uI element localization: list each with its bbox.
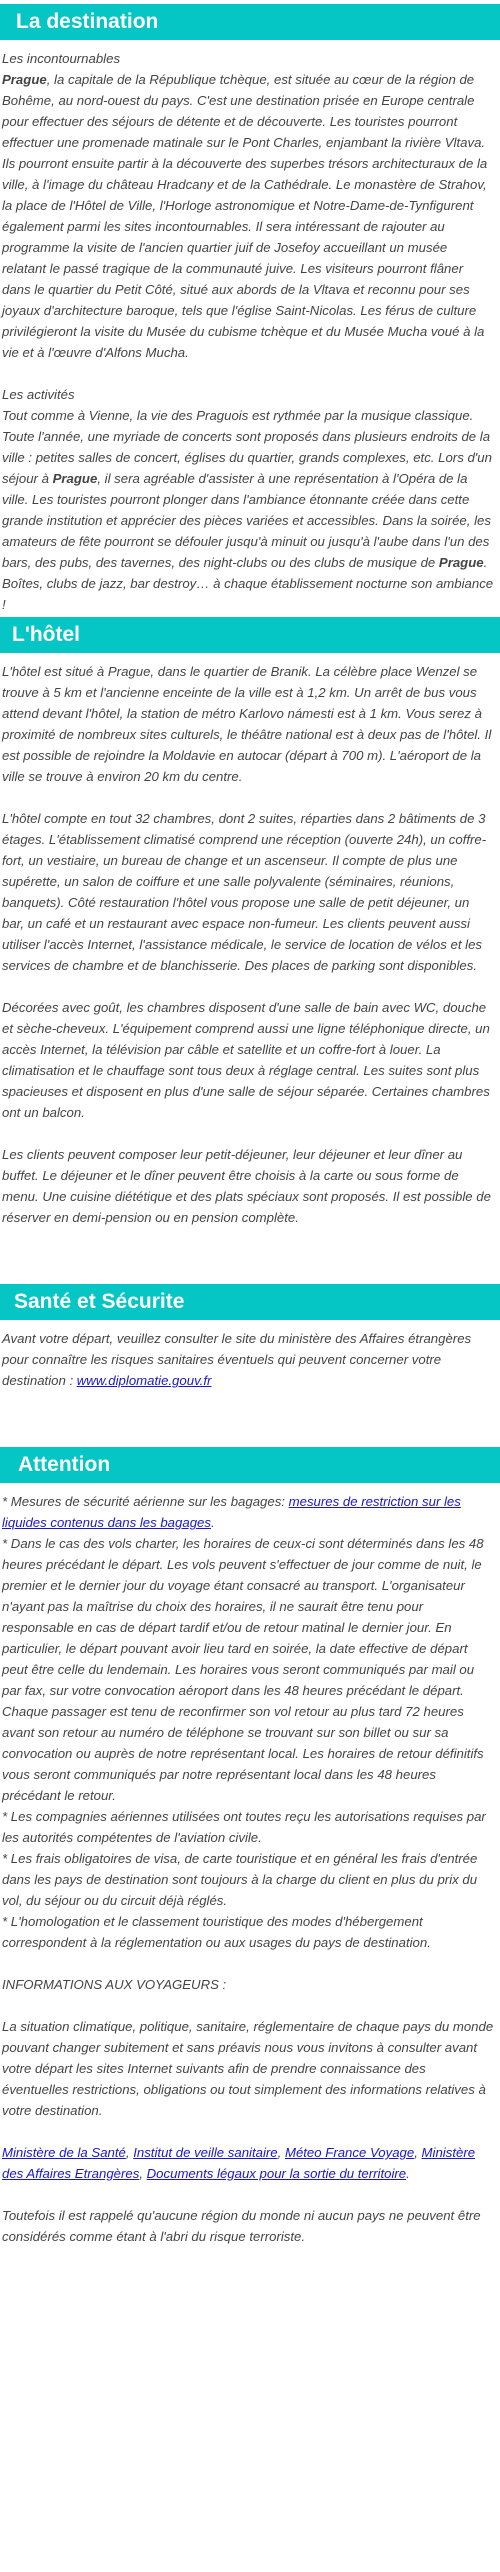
info-voyageurs-heading: INFORMATIONS AUX VOYAGEURS :: [2, 1977, 227, 1992]
section-destination: [0, 4, 500, 615]
incontournables-heading: Les incontournables: [2, 51, 121, 66]
hotel-heading: L'hôtel: [0, 617, 500, 653]
documents-legaux-link[interactable]: Documents légaux pour la sortie du territoire: [146, 2166, 407, 2181]
link-separator: ,: [414, 2145, 422, 2160]
hotel-meals-text: Les clients peuvent composer leur petit-déjeuner, leur déjeuner et leur dîner au buffet. Le déjeuner et le dîner peuvent être choisis à la carte ou sous forme de menu. Une cuisine diététique et des plats spéciaux sont proposés. Il est possible de réserver en demi-pension ou en pension complète.: [2, 1147, 491, 1225]
visa-fees-item: * Les frais obligatoires de visa, de carte touristique et en général les frais d'entrée dans les pays de destination sont toujours à la charge du client en plus du prix du vol, du séjour ou du circuit déjà réglés.: [2, 1851, 478, 1908]
hotel-rooms-text: Décorées avec goût, les chambres disposent d'une salle de bain avec WC, douche et sèche-cheveux. L'équipement comprend aussi une ligne téléphonique directe, un accès Internet, la télévision par câble et satellite et un coffre-fort à louer. La climatisation et le chauffage sont tous deux à réglage central. Les suites sont plus spacieuses et disposent en plus d'une salle de séjour séparée. Certaines chambres ont un balcon.: [2, 1000, 490, 1120]
activites-body-3: . Boîtes, clubs de jazz, bar destroy… à chaque établissement nocturne son ambiance !: [2, 555, 494, 612]
sante-text: [0, 1328, 500, 1391]
hotel-location-text: L'hôtel est situé à Prague, dans le quartier de Branik. La célèbre place Wenzel se trouve à 5 km et l'ancienne enceinte de la ville est à 1,2 km. Un arrêt de bus vous attend devant l'hôtel, la station de métro Karlovo námesti est à 1 km. Vous serez à proximité de nombreux sites culturels, le théâtre national est à deux pas de l'hôtel. Il est possible de rejoindre la Moldavie en autocar (départ à 700 m). L'aéroport de la ville se trouve à environ 20 km du centre.: [2, 664, 492, 784]
prague-emphasis: Prague: [438, 555, 484, 570]
links-end: .: [406, 2166, 410, 2181]
activites-heading: Les activités: [2, 387, 75, 402]
activites-text: [0, 405, 500, 615]
activites-body-1: Tout comme à Vienne, la vie des Praguois est rythmée par la musique classique. Toute l'année, une myriade de concerts sont proposés dans plusieurs endroits de la ville : petites salles de concert, églises du quartier, grands complexes, etc. Lors d'un séjour à: [2, 408, 492, 486]
destination-heading: La destination: [0, 4, 500, 40]
incontournables-body: , la capitale de la République tchèque, est située au cœur de la région de Bohême, au nord-ouest du pays. C'est une destination prisée en Europe centrale pour effectuer des séjours de détente et de découverte. Les touristes pourront effectuer une promenade matinale sur le Pont Charles, enjambant la rivière Vltava. Ils pourront ensuite partir à la découverte des superbes trésors architecturaux de la ville, à l'image du château Hradcany et de la Cathédrale. Le monastère de Strahov, la place de l'Hôtel de Ville, l'Horloge astronomique et Notre-Dame-de-Tynfigurent également parmi les sites incontournables. Il sera intéressant de rajouter au programme la visite de l'ancien quartier juif de Josefoy accueillant un musée relatant le passé tragique de la communauté juive. Les visiteurs pourront flâner dans le quartier du Petit Côté, situé aux abords de la Vltava et reconnu pour ses joyaux d'architecture baroque, tels que l'église Saint-Nicolas. Les férus de culture privilégieront la visite du Musée du cubisme tchèque et du Musée Mucha voué à la vie et à l'œuvre d'Alfons Mucha.: [2, 72, 488, 360]
section-attention: [0, 1447, 500, 2247]
hotel-facilities-text: L'hôtel compte en tout 32 chambres, dont 2 suites, réparties dans 2 bâtiments de 3 étages. L'établissement climatisé comprend une réception (ouverte 24h), un coffre-fort, un vestiaire, un bureau de change et un ascenseur. Il compte de plus une supérette, un salon de coiffure et une salle polyvalente (séminaires, réunions, banquets). Côté restauration l'hôtel vous propose une salle de petit déjeuner, un bar, un café et un restaurant avec espace non-fumeur. Les clients peuvent aussi utiliser l'accès Internet, l'assistance médicale, le service de location de vélos et les services de chambre et de blanchisserie. Des places de parking sont disponibles.: [2, 811, 487, 973]
diplomatie-link[interactable]: www.diplomatie.gouv.fr: [76, 1373, 212, 1388]
official-links: [0, 2142, 500, 2184]
security-measures-text: * Mesures de sécurité aérienne sur les bagages:: [2, 1494, 289, 1509]
link-separator: ,: [139, 2166, 147, 2181]
meteo-france-link[interactable]: Méteo France Voyage: [284, 2145, 415, 2160]
section-hotel: [0, 617, 500, 1228]
activites-body-2: , il sera agréable d'assister à une représentation à l'Opéra de la ville. Les touristes pourront plonger dans l'ambiance étonnante créée dans cette grande institution et apprécier des pièces variées et accessibles. Dans la soirée, les amateurs de fête pourront se défouler jusqu'à minuit ou jusqu'à l'aube dans l'un des bars, des pubs, des tavernes, des night-clubs ou des clubs de musique de: [2, 471, 491, 570]
terrorism-warning: Toutefois il est rappelé qu'aucune région du monde ni aucun pays ne peuvent être considérés comme étant à l'abri du risque terroriste.: [2, 2208, 481, 2244]
info-voyageurs-text: La situation climatique, politique, sanitaire, réglementaire de chaque pays du monde pouvant changer subitement et sans préavis nous vous invitons à consulter avant votre départ les sites Internet suivants afin de prendre connaissance des éventuelles restrictions, obligations ou tout simplement des informations relatives à votre destination.: [2, 2019, 494, 2118]
sante-body: Avant votre départ, veuillez consulter le site du ministère des Affaires étrangères pour connaître les risques sanitaires éventuels qui peuvent concerner votre destination :: [2, 1331, 472, 1388]
liquids-restriction-link[interactable]: mesures de restriction sur les liquides contenus dans les bagages: [2, 1494, 461, 1530]
security-measures-end: .: [210, 1515, 215, 1530]
prague-emphasis: Prague: [2, 72, 47, 87]
charter-flights-item: * Dans le cas des vols charter, les horaires de ceux-ci sont déterminés dans les 48 heures précédant le départ. Les vols peuvent s'effectuer de jour comme de nuit, le premier et le dernier jour du voyage étant consacré au transport. L'organisateur n'ayant pas la maîtrise du choix des horaires, il ne saurait être tenu pour responsable en cas de départ tardif et/ou de retour matinal le dernier jour. En particulier, le départ pouvant avoir lieu tard en soirée, la date effective de départ peut être celle du lendemain. Les horaires vous seront communiqués par mail ou par fax, sur votre convocation aéroport dans les 48 heures précédant le départ. Chaque passager est tenu de reconfirmer son vol retour au plus tard 72 heures avant son retour au numéro de téléphone se trouvant sur son billet ou sur sa convocation ou auprès de notre représentant local. Les horaires de retour définitifs vous seront communiqués par notre représentant local dans les 48 heures précédant le retour.: [2, 1536, 484, 1803]
affaires-etrangeres-link[interactable]: Ministère des Affaires Etrangères: [2, 2145, 476, 2181]
sante-heading: Santé et Sécurite: [0, 1284, 500, 1320]
attention-heading: Attention: [0, 1447, 500, 1483]
link-separator: ,: [277, 2145, 285, 2160]
homologation-item: * L'homologation et le classement touristique des modes d'hébergement correspondent à la réglementation ou aux usages du pays de destination.: [2, 1914, 431, 1950]
incontournables-text: [0, 69, 500, 363]
ministere-sante-link[interactable]: Ministère de la Santé: [2, 2145, 126, 2160]
veille-sanitaire-link[interactable]: Institut de veille sanitaire: [133, 2145, 278, 2160]
section-sante: [0, 1284, 500, 1391]
airlines-item: * Les compagnies aériennes utilisées ont toutes reçu les autorisations requises par les autorités compétentes de l'aviation civile.: [2, 1809, 486, 1845]
link-separator: ,: [125, 2145, 134, 2160]
security-measures-item: [0, 1491, 500, 1533]
prague-emphasis: Prague: [52, 471, 98, 486]
